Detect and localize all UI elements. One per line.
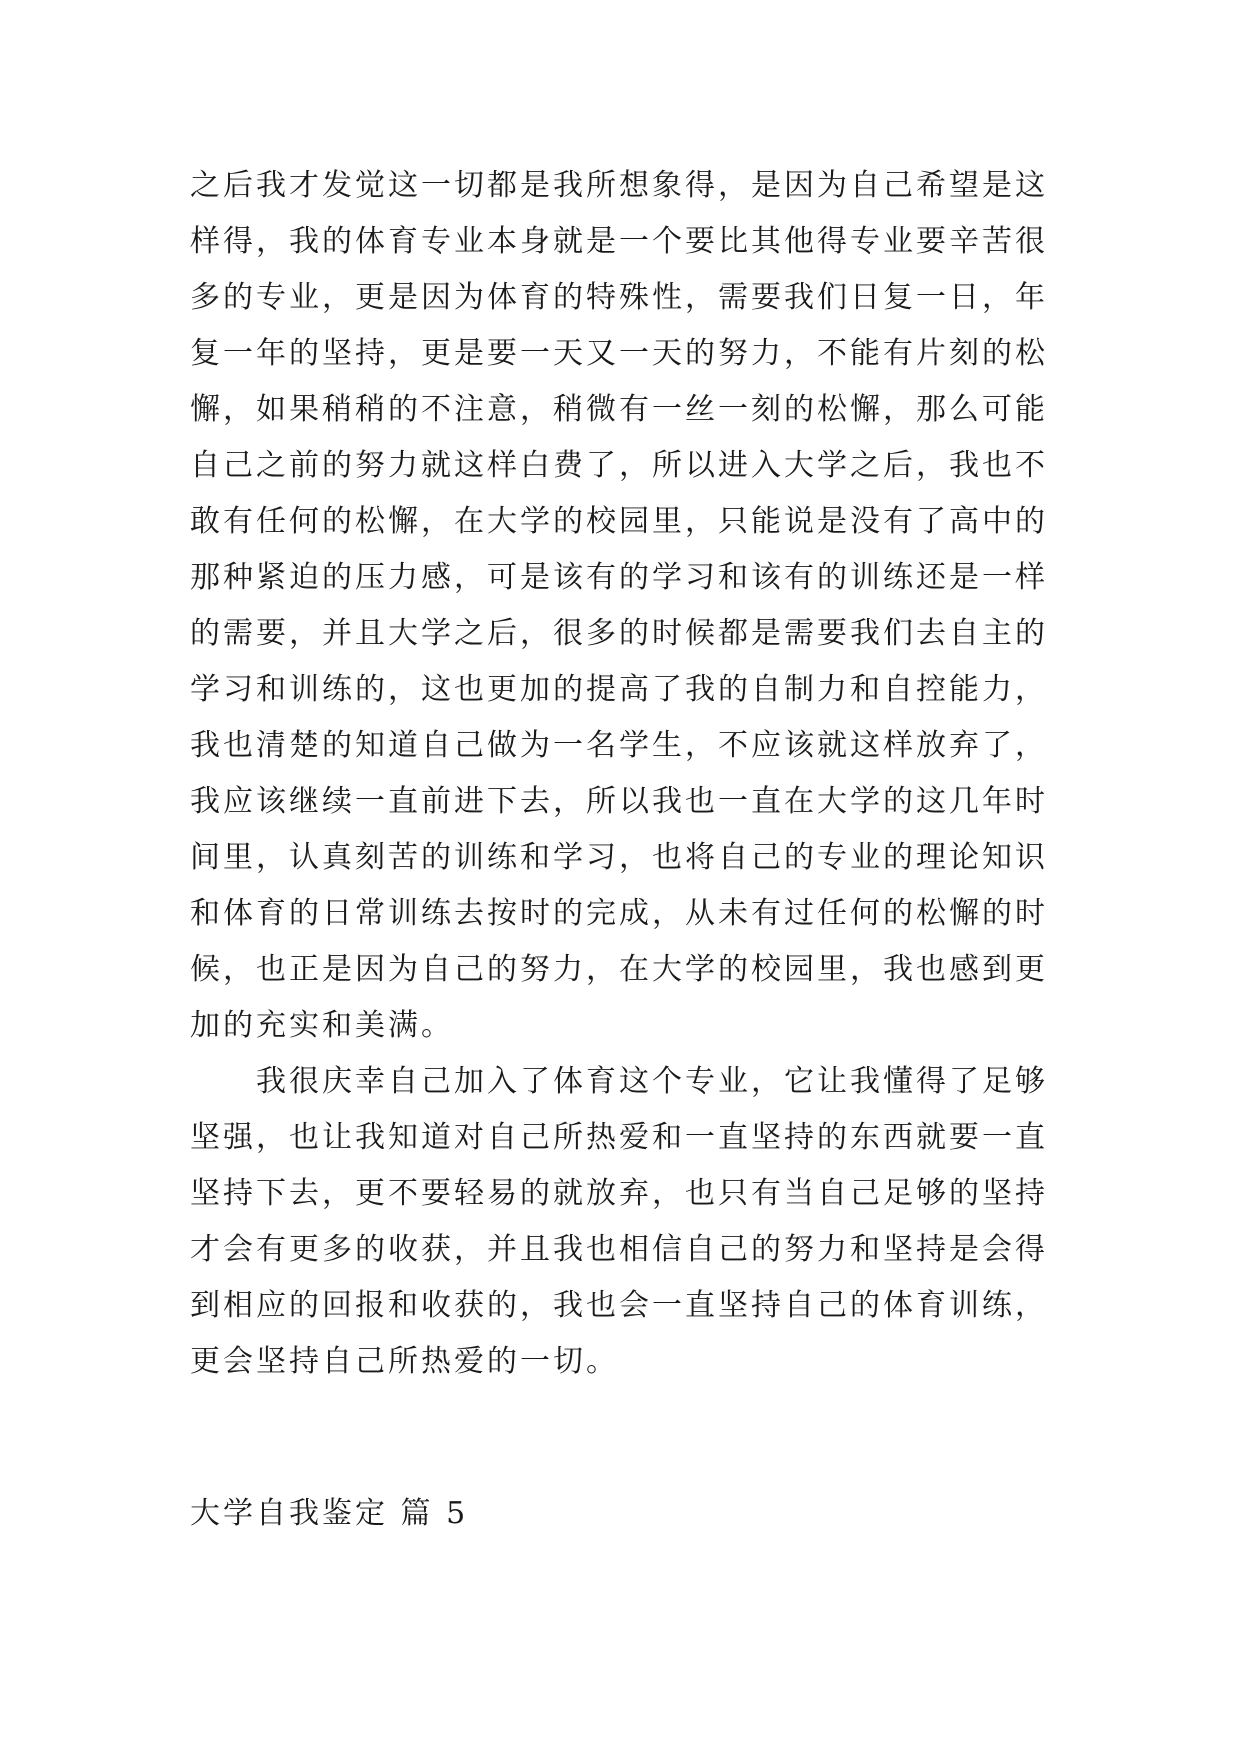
paragraph-line: 坚持下去，更不要轻易的就放弃，也只有当自己足够的坚持 bbox=[190, 1176, 1048, 1211]
paragraph-line: 自己之前的努力就这样白费了，所以进入大学之后，我也不 bbox=[190, 448, 1048, 483]
paragraph-line: 那种紧迫的压力感，可是该有的学习和该有的训练还是一样 bbox=[190, 560, 1048, 595]
section-heading: 大学自我鉴定 篇 5 bbox=[190, 1496, 469, 1531]
paragraph-line: 我很庆幸自己加入了体育这个专业，它让我懂得了足够 bbox=[256, 1064, 1048, 1099]
paragraph-line: 更会坚持自己所热爱的一切。 bbox=[190, 1344, 619, 1379]
paragraph-line: 才会有更多的收获，并且我也相信自己的努力和坚持是会得 bbox=[190, 1232, 1048, 1267]
paragraph-line: 坚强，也让我知道对自己所热爱和一直坚持的东西就要一直 bbox=[190, 1120, 1048, 1155]
paragraph-line: 敢有任何的松懈，在大学的校园里，只能说是没有了高中的 bbox=[190, 504, 1048, 539]
paragraph-line: 学习和训练的，这也更加的提高了我的自制力和自控能力， bbox=[190, 672, 1048, 707]
paragraph-line: 加的充实和美满。 bbox=[190, 1008, 454, 1043]
paragraph-line: 我也清楚的知道自己做为一名学生，不应该就这样放弃了， bbox=[190, 728, 1048, 763]
paragraph-line: 复一年的坚持，更是要一天又一天的努力，不能有片刻的松 bbox=[190, 336, 1048, 371]
paragraph-line: 懈，如果稍稍的不注意，稍微有一丝一刻的松懈，那么可能 bbox=[190, 392, 1048, 427]
paragraph-line: 间里，认真刻苦的训练和学习，也将自己的专业的理论知识 bbox=[190, 840, 1048, 875]
paragraph-line: 我应该继续一直前进下去，所以我也一直在大学的这几年时 bbox=[190, 784, 1048, 819]
paragraph-line: 候，也正是因为自己的努力，在大学的校园里，我也感到更 bbox=[190, 952, 1048, 987]
paragraph-line: 样得，我的体育专业本身就是一个要比其他得专业要辛苦很 bbox=[190, 224, 1048, 259]
paragraph-line: 和体育的日常训练去按时的完成，从未有过任何的松懈的时 bbox=[190, 896, 1048, 931]
paragraph-line: 的需要，并且大学之后，很多的时候都是需要我们去自主的 bbox=[190, 616, 1048, 651]
paragraph-line: 多的专业，更是因为体育的特殊性，需要我们日复一日，年 bbox=[190, 280, 1048, 315]
paragraph-line: 到相应的回报和收获的，我也会一直坚持自己的体育训练， bbox=[190, 1288, 1048, 1323]
paragraph-line: 之后我才发觉这一切都是我所想象得，是因为自己希望是这 bbox=[190, 168, 1048, 203]
